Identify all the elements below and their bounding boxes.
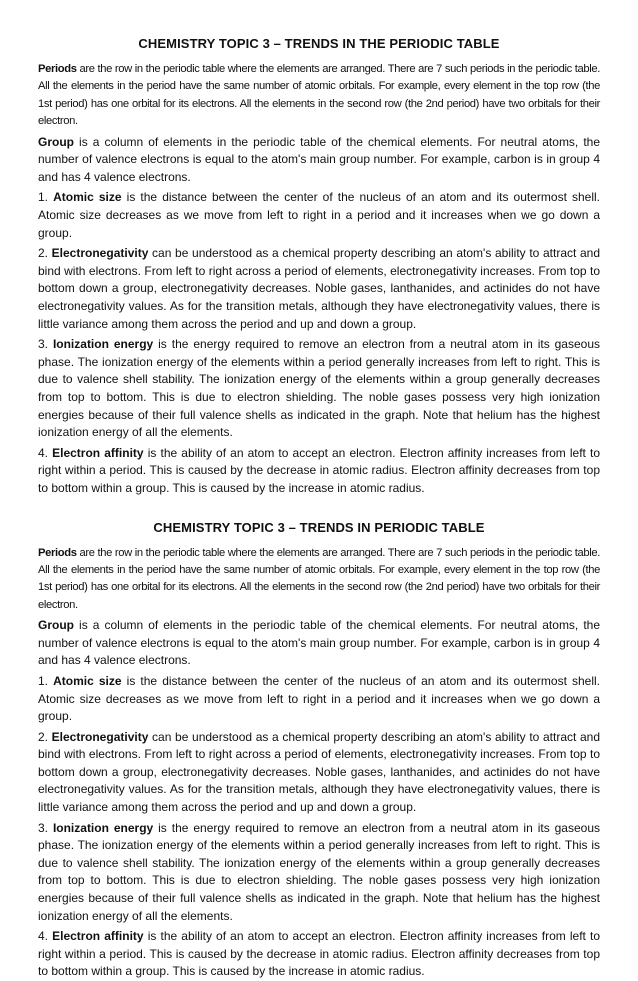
atomic-size-term: Atomic size	[53, 674, 121, 688]
ionization-energy-paragraph	[38, 820, 600, 926]
atomic-size-number: 1.	[38, 190, 53, 204]
periods-paragraph	[38, 61, 600, 131]
atomic-size-number: 1.	[38, 674, 53, 688]
electron-affinity-number: 4.	[38, 929, 52, 943]
ionization-energy-number: 3.	[38, 821, 53, 835]
electron-affinity-text: is the ability of an atom to accept an electron. Electron affinity increases from left to right within a period. This is caused by the decrease in atomic radius. Electron affinity decreases from top to bottom within a group. This is caused by the increase in atomic radius.	[38, 446, 600, 495]
electronegativity-term: Electronegativity	[52, 730, 149, 744]
electron-affinity-number: 4.	[38, 446, 52, 460]
electronegativity-text: can be understood as a chemical property describing an atom's ability to attract and bind with electrons. From left to right across a period of elements, electronegativity increases. From top to bottom down a group, electronegativity decreases. Noble gases, lanthanides, and actinides do not have electronegativity values. As for the transition metals, although they have electronegativity values, there is little variance among them across the period and up and down a group.	[38, 730, 600, 814]
periods-term: Periods	[38, 63, 77, 75]
electronegativity-paragraph	[38, 245, 600, 333]
electronegativity-text: can be understood as a chemical property describing an atom's ability to attract and bind with electrons. From left to right across a period of elements, electronegativity increases. From top to bottom down a group, electronegativity decreases. Noble gases, lanthanides, and actinides do not have electronegativity values. As for the transition metals, although they have electronegativity values, there is little variance among them across the period and up and down a group.	[38, 246, 600, 330]
periods-paragraph	[38, 545, 600, 615]
group-text: is a column of elements in the periodic table of the chemical elements. For neutral atoms, the number of valence electrons is equal to the atom's main group number. For example, carbon is in group 4 and has 4 valence electrons.	[38, 135, 600, 184]
electronegativity-term: Electronegativity	[52, 246, 149, 260]
ionization-energy-term: Ionization energy	[53, 821, 153, 835]
electron-affinity-text: is the ability of an atom to accept an electron. Electron affinity increases from left to right within a period. This is caused by the decrease in atomic radius. Electron affinity decreases from top to bottom within a group. This is caused by the increase in atomic radius.	[38, 929, 600, 978]
electron-affinity-term: Electron affinity	[52, 446, 143, 460]
group-term: Group	[38, 618, 74, 632]
page-title: CHEMISTRY TOPIC 3 – TRENDS IN PERIODIC TABLE	[38, 520, 600, 535]
periods-text: are the row in the periodic table where the elements are arranged. There are 7 such periods in the periodic table. All the elements in the period have the same number of atomic orbitals. For example, every element in the top row (the 1st period) has one orbital for its electrons. All the elements in the second row (the 2nd period) have two orbitals for their electron.	[38, 63, 600, 127]
periods-text: are the row in the periodic table where the elements are arranged. There are 7 such periods in the periodic table. All the elements in the period have the same number of atomic orbitals. For example, every element in the top row (the 1st period) has one orbital for its electrons. All the elements in the second row (the 2nd period) have two orbitals for their electron.	[38, 547, 600, 611]
electron-affinity-paragraph	[38, 928, 600, 981]
electronegativity-number: 2.	[38, 246, 52, 260]
atomic-size-paragraph	[38, 673, 600, 726]
electronegativity-number: 2.	[38, 730, 52, 744]
topic-section-1	[38, 36, 600, 498]
atomic-size-paragraph	[38, 189, 600, 242]
ionization-energy-number: 3.	[38, 337, 53, 351]
group-paragraph	[38, 617, 600, 670]
ionization-energy-text: is the energy required to remove an electron from a neutral atom in its gaseous phase. The ionization energy of the elements within a period generally increases from left to right. This is due to valence shell stability. The ionization energy of the elements within a group generally decreases from top to bottom. This is due to electron shielding. The noble gases possess very high ionization energies because of their full valence shells as indicated in the graph. Note that helium has the highest ionization energy of all the elements.	[38, 821, 600, 923]
atomic-size-term: Atomic size	[53, 190, 121, 204]
electronegativity-paragraph	[38, 729, 600, 817]
page-title: CHEMISTRY TOPIC 3 – TRENDS IN THE PERIODIC TABLE	[38, 36, 600, 51]
group-paragraph	[38, 134, 600, 187]
electron-affinity-paragraph	[38, 445, 600, 498]
group-term: Group	[38, 135, 74, 149]
group-text: is a column of elements in the periodic table of the chemical elements. For neutral atoms, the number of valence electrons is equal to the atom's main group number. For example, carbon is in group 4 and has 4 valence electrons.	[38, 618, 600, 667]
atomic-size-text: is the distance between the center of the nucleus of an atom and its outermost shell. Atomic size decreases as we move from left to right in a period and it increases when we go down a group.	[38, 674, 600, 723]
electron-affinity-term: Electron affinity	[52, 929, 143, 943]
atomic-size-text: is the distance between the center of the nucleus of an atom and its outermost shell. Atomic size decreases as we move from left to right in a period and it increases when we go down a group.	[38, 190, 600, 239]
ionization-energy-term: Ionization energy	[53, 337, 153, 351]
periods-term: Periods	[38, 547, 77, 559]
ionization-energy-paragraph	[38, 336, 600, 442]
ionization-energy-text: is the energy required to remove an electron from a neutral atom in its gaseous phase. The ionization energy of the elements within a period generally increases from left to right. This is due to valence shell stability. The ionization energy of the elements within a group generally decreases from top to bottom. This is due to electron shielding. The noble gases possess very high ionization energies because of their full valence shells as indicated in the graph. Note that helium has the highest ionization energy of all the elements.	[38, 337, 600, 439]
topic-section-2	[38, 520, 600, 981]
